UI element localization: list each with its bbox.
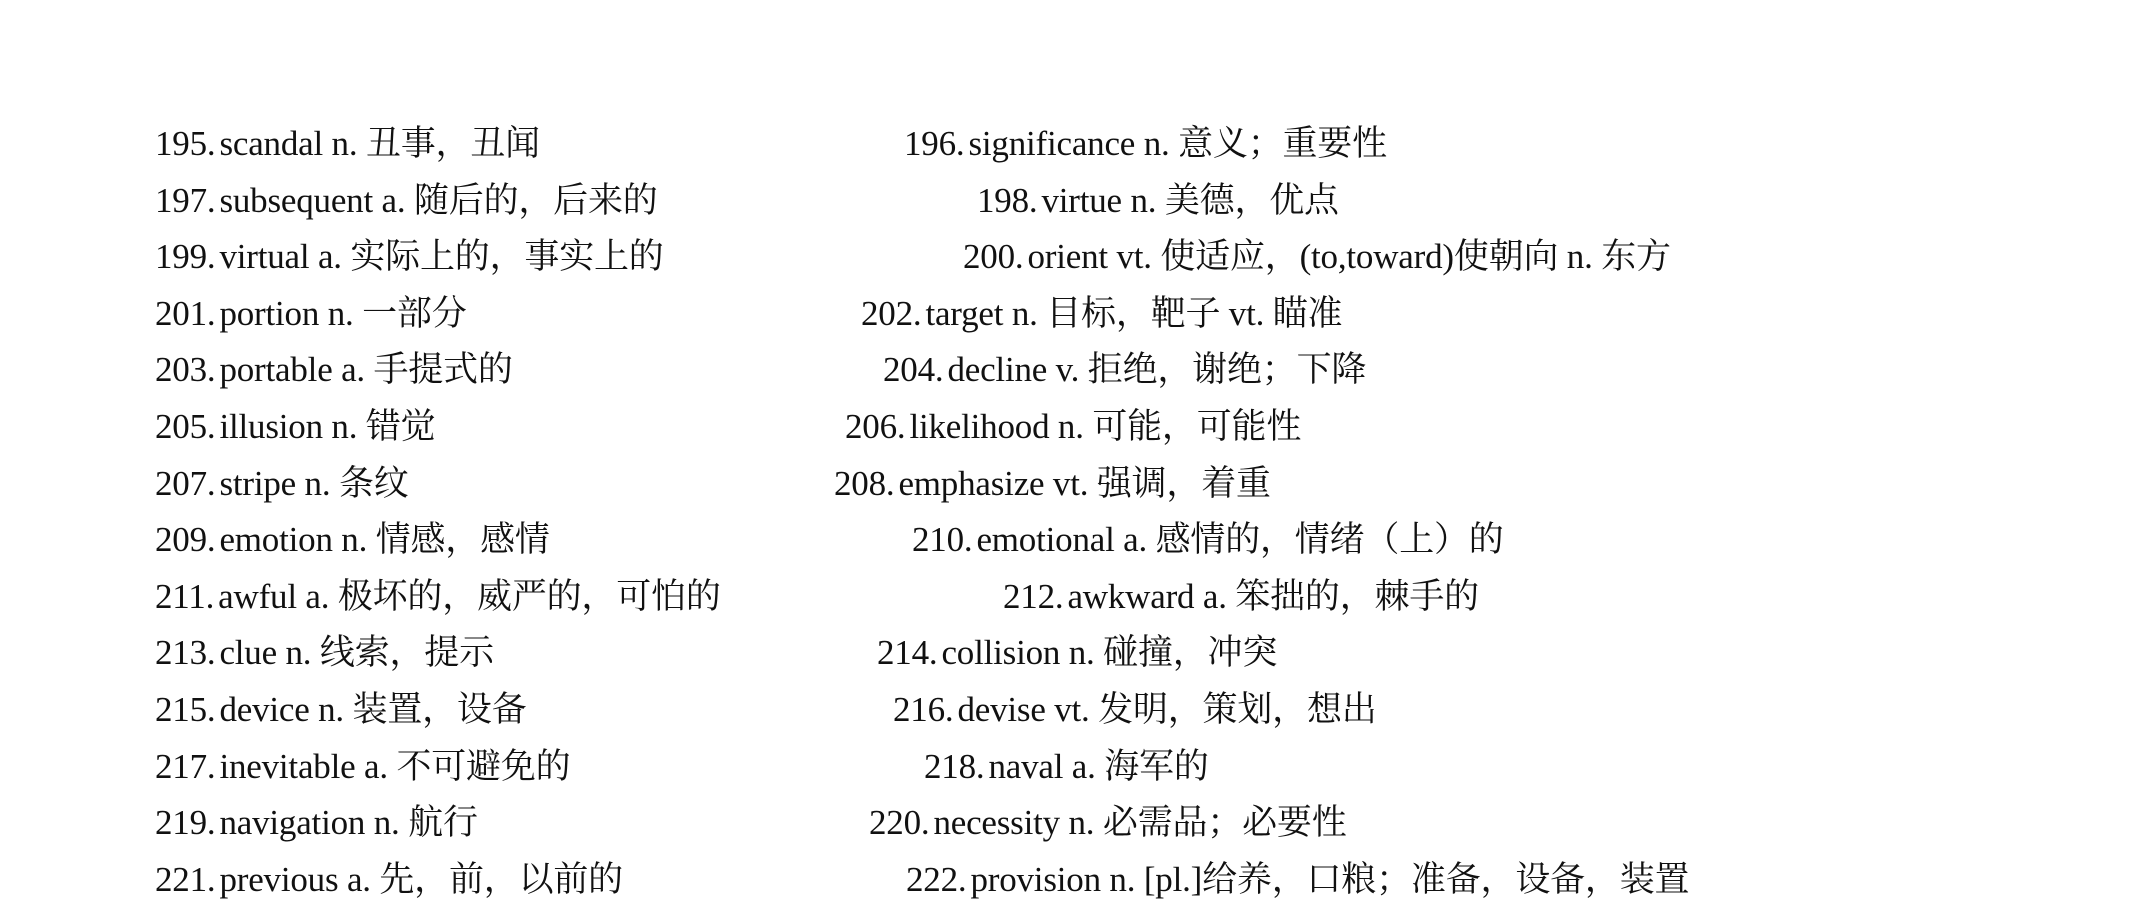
entry-text: subsequent a. 随后的，后来的 (219, 180, 658, 220)
entry-text: virtue n. 美德，优点 (1041, 180, 1339, 220)
entry-text: portable a. 手提式的 (219, 350, 513, 390)
vocabulary-list (0, 116, 2149, 908)
entry-number: 213. (155, 633, 216, 673)
vocab-entry (155, 173, 658, 229)
entry-text: emotional a. 感情的，情绪（上）的 (976, 520, 1504, 560)
vocab-entry (869, 795, 1347, 851)
vocab-entry (155, 229, 664, 285)
vocab-entry (904, 116, 1387, 172)
entry-number: 214. (877, 633, 938, 673)
entry-number: 222. (906, 859, 967, 899)
entry-text: portion n. 一部分 (219, 293, 467, 333)
entry-number: 202. (861, 293, 922, 333)
entry-text: stripe n. 条纹 (219, 463, 409, 503)
entry-number: 206. (845, 406, 906, 446)
entry-text: previous a. 先，前，以前的 (219, 859, 623, 899)
entry-number: 208. (834, 463, 895, 503)
entry-number: 201. (155, 293, 216, 333)
entry-number: 218. (924, 746, 985, 786)
entry-text: decline v. 拒绝，谢绝；下降 (947, 350, 1367, 390)
entry-text: provision n. [pl.]给养，口粮；准备，设备，装置 (970, 859, 1690, 899)
entry-number: 219. (155, 803, 216, 843)
entry-number: 196. (904, 124, 965, 163)
vocab-entry (924, 739, 1209, 795)
entry-number: 212. (1003, 576, 1064, 616)
vocab-row (0, 456, 2149, 513)
entry-text: collision n. 碰撞，冲突 (941, 633, 1278, 673)
entry-number: 200. (963, 237, 1024, 277)
vocab-entry (906, 852, 1689, 908)
vocab-entry (1003, 569, 1479, 625)
vocab-entry (155, 682, 527, 738)
vocab-row (0, 569, 2149, 626)
vocab-row (0, 625, 2149, 682)
entry-number: 220. (869, 803, 930, 843)
entry-number: 221. (155, 859, 216, 899)
vocab-entry (155, 116, 540, 172)
vocab-entry (155, 456, 409, 512)
entry-number: 215. (155, 689, 216, 729)
vocab-entry (861, 286, 1342, 342)
entry-text: likelihood n. 可能，可能性 (909, 406, 1302, 446)
entry-text: virtual a. 实际上的，事实上的 (219, 237, 664, 277)
entry-text: naval a. 海军的 (988, 746, 1209, 786)
entry-text: illusion n. 错觉 (219, 406, 436, 446)
vocab-row (0, 173, 2149, 230)
entry-number: 209. (155, 520, 216, 560)
entry-number: 210. (912, 520, 973, 560)
entry-text: navigation n. 航行 (219, 803, 478, 843)
entry-text: necessity n. 必需品；必要性 (933, 803, 1347, 843)
entry-number: 211. (155, 576, 215, 616)
vocab-entry (155, 852, 623, 908)
entry-number: 205. (155, 406, 216, 446)
entry-text: awful a. 极坏的，威严的，可怕的 (218, 576, 721, 616)
entry-text: device n. 装置，设备 (219, 689, 527, 729)
entry-text: target n. 目标，靶子 vt. 瞄准 (925, 293, 1343, 333)
vocab-entry (155, 569, 721, 625)
entry-text: clue n. 线索，提示 (219, 633, 494, 673)
entry-text: scandal n. 丑事，丑闻 (219, 124, 540, 163)
vocab-entry (834, 456, 1271, 512)
entry-number: 204. (883, 350, 944, 390)
vocab-row (0, 229, 2149, 286)
entry-number: 199. (155, 237, 216, 277)
vocab-row (0, 739, 2149, 796)
entry-text: emphasize vt. 强调，着重 (898, 463, 1271, 503)
entry-number: 197. (155, 180, 216, 220)
entry-text: orient vt. 使适应，(to,toward)使朝向 n. 东方 (1027, 237, 1671, 277)
entry-text: awkward a. 笨拙的，棘手的 (1067, 576, 1479, 616)
vocab-entry (155, 286, 467, 342)
vocab-row (0, 682, 2149, 739)
entry-number: 207. (155, 463, 216, 503)
entry-text: significance n. 意义；重要性 (968, 124, 1387, 163)
vocab-row (0, 116, 2149, 173)
entry-number: 198. (977, 180, 1038, 220)
vocab-row (0, 286, 2149, 343)
vocab-entry (893, 682, 1377, 738)
vocab-entry (155, 739, 570, 795)
entry-text: devise vt. 发明，策划，想出 (957, 689, 1377, 729)
vocab-entry (963, 229, 1671, 285)
entry-number: 216. (893, 689, 954, 729)
entry-text: emotion n. 情感，感情 (219, 520, 550, 560)
vocab-row (0, 795, 2149, 852)
entry-text: inevitable a. 不可避免的 (219, 746, 571, 786)
entry-number: 217. (155, 746, 216, 786)
vocab-entry (155, 795, 478, 851)
vocab-row (0, 399, 2149, 456)
entry-number: 195. (155, 124, 216, 163)
vocab-entry (155, 399, 435, 455)
vocab-entry (877, 625, 1277, 681)
vocab-entry (912, 512, 1504, 568)
vocab-row (0, 342, 2149, 399)
vocab-entry (155, 512, 550, 568)
vocab-entry (883, 342, 1366, 398)
vocab-row (0, 512, 2149, 569)
entry-number: 203. (155, 350, 216, 390)
vocab-entry (977, 173, 1339, 229)
vocab-entry (845, 399, 1301, 455)
vocab-entry (155, 342, 513, 398)
vocab-entry (155, 625, 494, 681)
